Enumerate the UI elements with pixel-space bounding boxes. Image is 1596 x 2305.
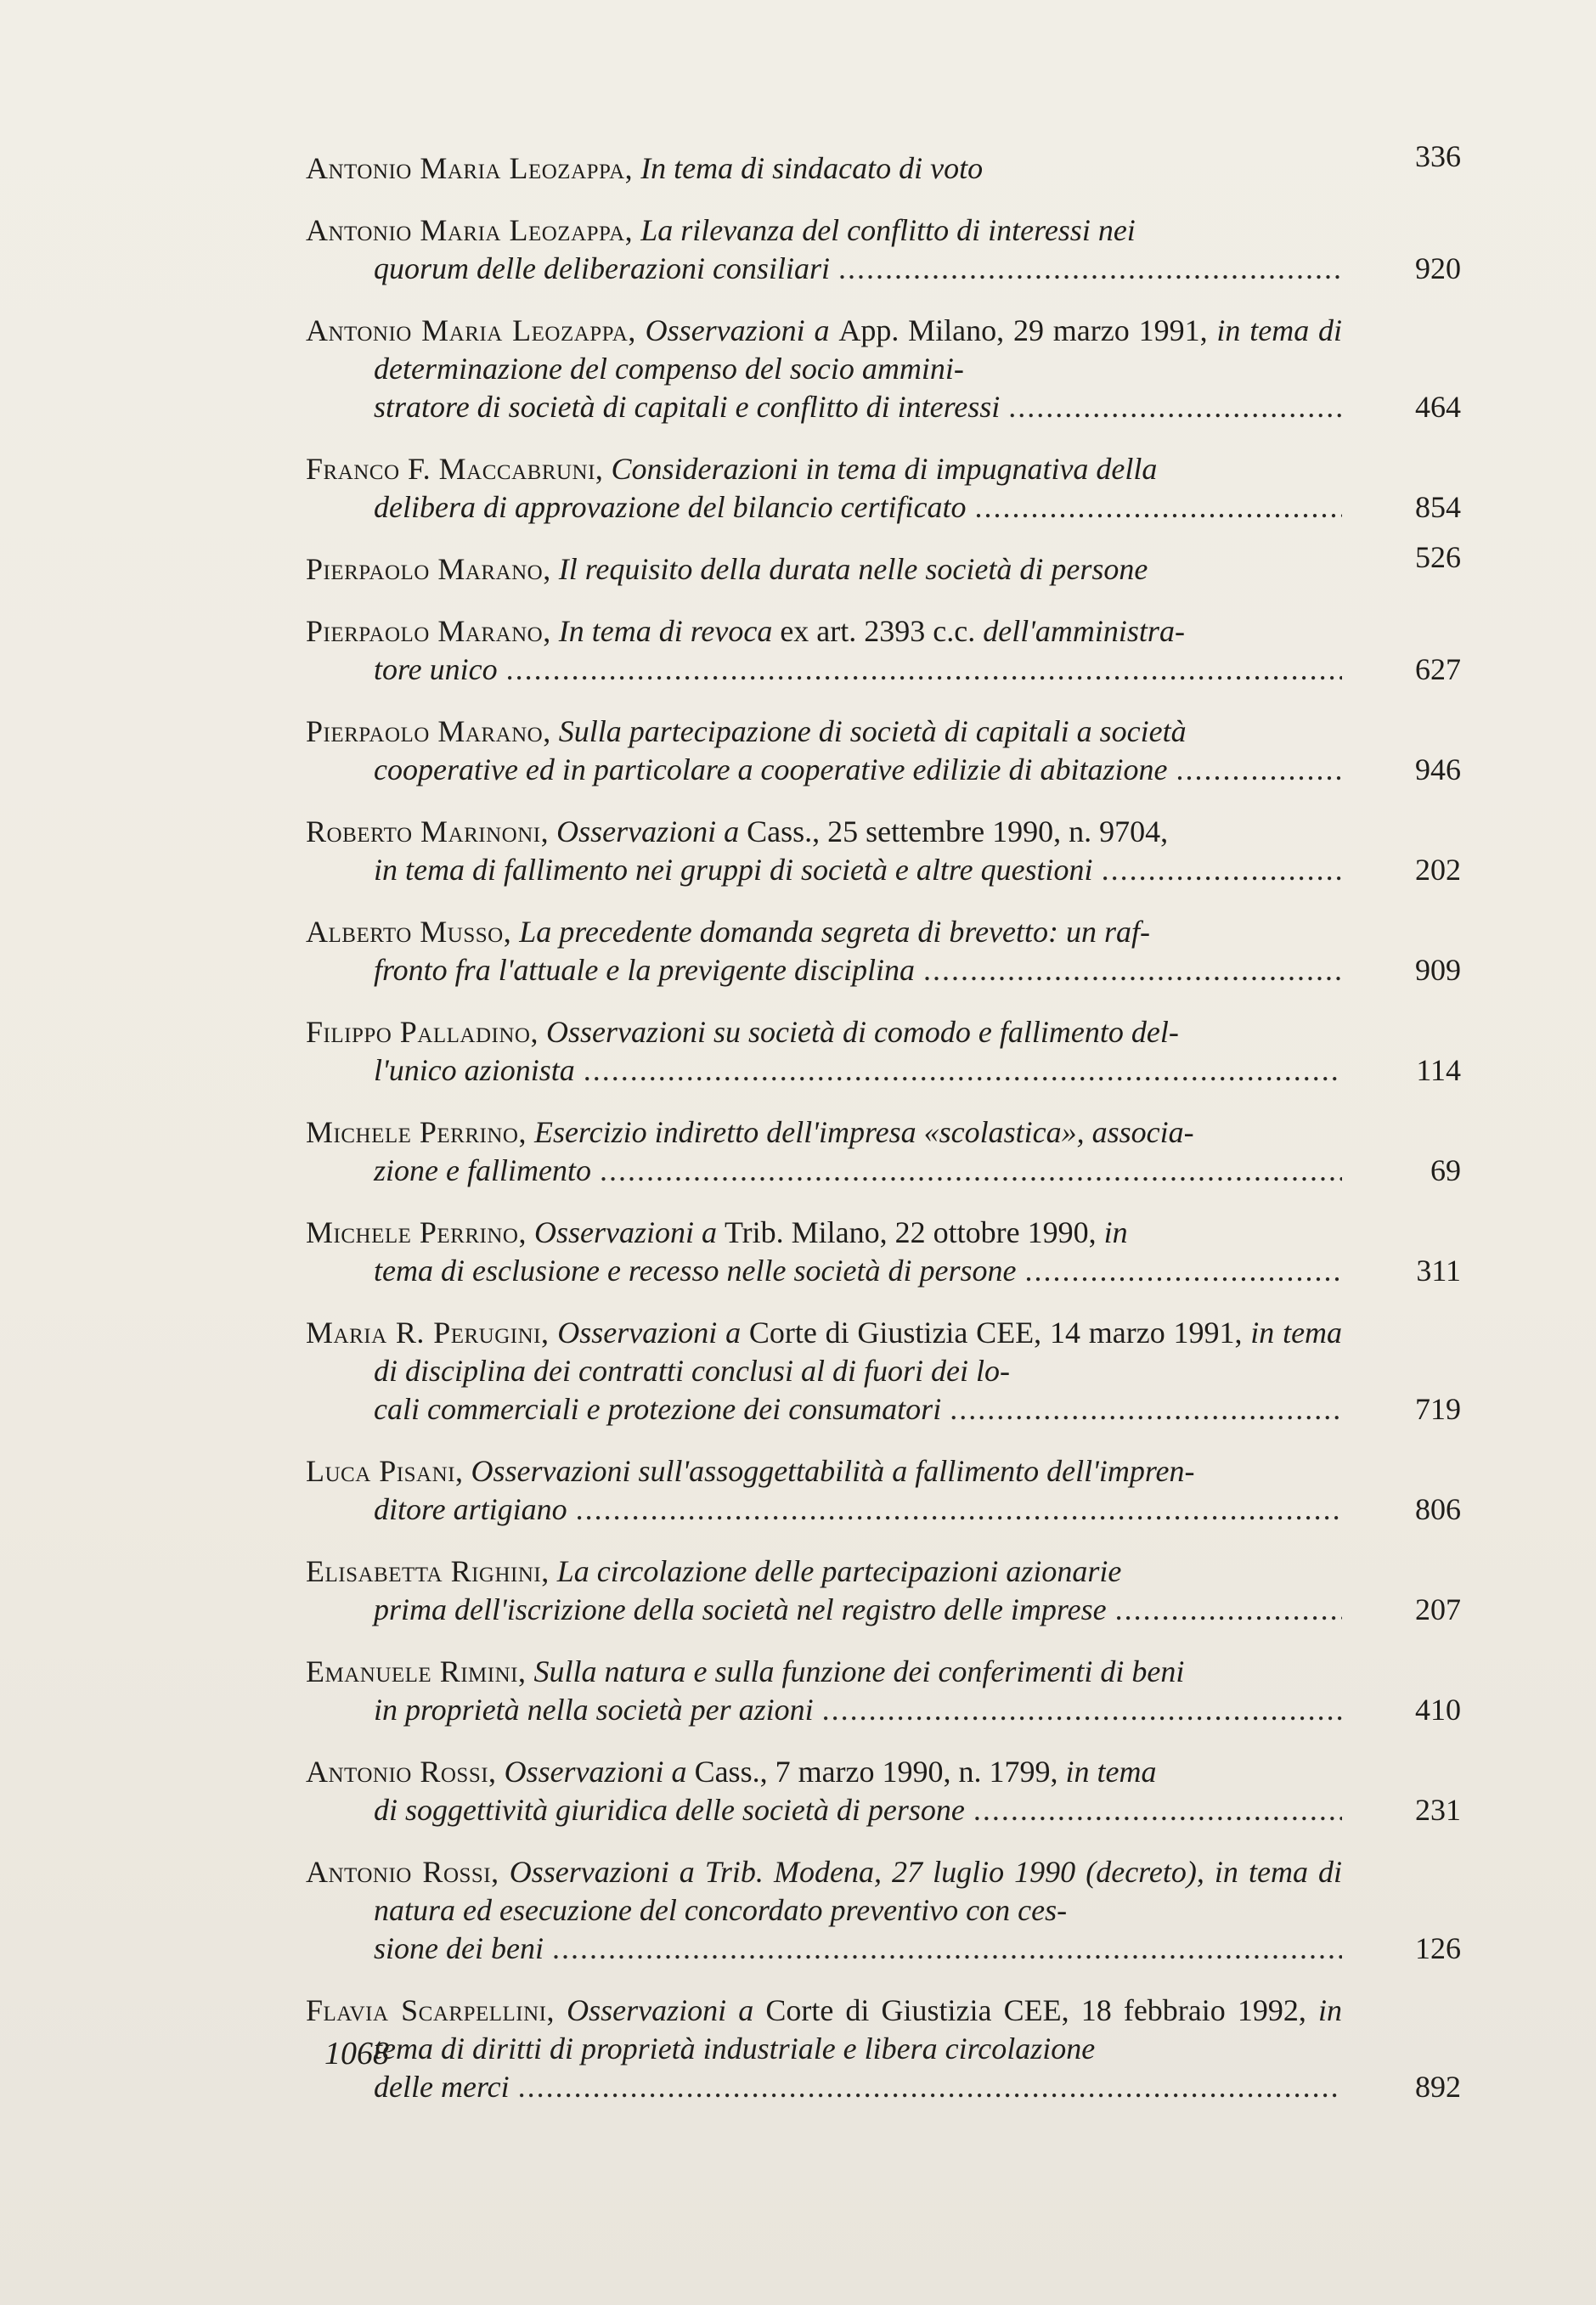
toc-entry-title-tail: di soggettività giuridica delle società di persone (374, 1793, 965, 1827)
toc-entry (306, 450, 1461, 527)
toc-entry-page-number: 231 (1415, 1793, 1461, 1827)
toc-entry-text (306, 1214, 1342, 1252)
toc-entry-author: Maria R. Perugini, (306, 1316, 550, 1350)
toc-entry-page-number: 114 (1416, 1053, 1461, 1087)
toc-entry (306, 1992, 1461, 2106)
toc-entry-title (519, 915, 1150, 949)
toc-entry-author: Flavia Scarpellini, (306, 1993, 555, 2027)
dot-leader (1176, 751, 1342, 789)
toc-entry-page-number: 69 (1430, 1153, 1461, 1187)
toc-entry (306, 1113, 1461, 1190)
toc-entry-text (306, 550, 1342, 589)
toc-entry-title-tail: zione e fallimento (374, 1153, 591, 1187)
dot-leader (1115, 1591, 1342, 1629)
toc-entry-title-segment: Cass., 7 marzo 1990, n. 1799, (694, 1755, 1058, 1789)
dot-leader (923, 951, 1342, 989)
toc-entry-text (306, 149, 1342, 188)
toc-entry-last-line (306, 1051, 1342, 1090)
toc-entry (306, 1314, 1461, 1429)
dot-leader (1102, 851, 1342, 889)
toc-entry-last-line (306, 751, 1342, 789)
toc-entry-author: Antonio Maria Leozappa, (306, 313, 636, 347)
toc-entry-title (556, 814, 1168, 848)
toc-entry-author: Elisabetta Righini, (306, 1554, 550, 1588)
toc-entry-title-segment: La circolazione delle partecipazioni azionarie (556, 1554, 1122, 1588)
toc-entry (306, 713, 1461, 789)
toc-entry-page-number: 892 (1415, 2070, 1461, 2104)
toc-entry (306, 211, 1461, 288)
toc-entry (306, 1452, 1461, 1529)
toc-entry-last-line (306, 1591, 1342, 1629)
toc-entry-title-segment: in tema di determinazione del compenso del socio ammini- (374, 313, 1343, 386)
toc-entry-last-line (306, 2068, 1342, 2106)
toc-entry-author: Franco F. Maccabruni, (306, 452, 604, 486)
toc-entry-page-number: 464 (1415, 390, 1461, 424)
toc-entry-text (306, 1992, 1342, 2068)
toc-entry-title-tail: tore unico (374, 652, 498, 686)
toc-entry-title-segment: Osservazioni a (645, 313, 830, 347)
toc-entry-page-number: 207 (1415, 1592, 1461, 1626)
toc-entry-page-number: 909 (1415, 953, 1461, 987)
toc-entry (306, 1753, 1461, 1829)
toc-entry-title-segment: dell'amministra- (983, 614, 1185, 648)
toc-entry-author: Antonio Rossi, (306, 1855, 499, 1889)
toc-entry-title (559, 614, 1185, 648)
toc-entry-title-segment: Considerazioni in tema di impugnativa della (611, 452, 1158, 486)
toc-entry-author: Antonio Maria Leozappa, (306, 213, 634, 247)
dot-leader (584, 1051, 1342, 1090)
toc-entry (306, 612, 1461, 689)
toc-entry-author: Pierpaolo Marano, (306, 714, 551, 748)
toc-entry-page-number: 946 (1415, 752, 1461, 786)
toc-entry-page-number: 336 (1415, 139, 1461, 173)
toc-entry-text (306, 1853, 1342, 1930)
toc-entry-author: Pierpaolo Marano, (306, 552, 551, 586)
toc-entry-author: Antonio Maria Leozappa, (306, 151, 634, 185)
toc-entry-author: Alberto Musso, (306, 915, 512, 949)
toc-entry-last-line (306, 1152, 1342, 1190)
toc-entry-title-tail: in tema di fallimento nei gruppi di società e altre questioni (374, 853, 1093, 887)
toc-entry-title-segment: Osservazioni a (504, 1755, 687, 1789)
dot-leader (600, 1152, 1342, 1190)
dot-leader (506, 651, 1342, 689)
toc-entry-title-segment: Esercizio indiretto dell'impresa «scolastica», associa- (533, 1115, 1194, 1149)
toc-entry-title (374, 1855, 1342, 1927)
toc-entry-title-segment: Osservazioni a (556, 814, 740, 848)
toc-entry-title-segment: in tema (1065, 1755, 1157, 1789)
toc-entry-title (471, 1454, 1194, 1488)
toc-entry-author: Filippo Palladino, (306, 1015, 539, 1049)
toc-entry-author: Michele Perrino, (306, 1215, 527, 1249)
toc-entry (306, 1214, 1461, 1290)
toc-entry-last-line (306, 851, 1342, 889)
toc-entry-author: Antonio Rossi, (306, 1755, 497, 1789)
toc-entry-title (640, 213, 1136, 247)
toc-entry (306, 139, 1461, 188)
toc-entry-text (306, 312, 1342, 388)
dot-leader (576, 1491, 1342, 1529)
toc-entry-text (306, 713, 1342, 751)
toc-entry-page-number: 920 (1415, 251, 1461, 285)
toc-entry-last-line (306, 250, 1342, 288)
dot-leader (838, 250, 1342, 288)
toc-entry-title-segment: Osservazioni a (567, 1993, 754, 2027)
toc-entry-title (534, 1215, 1128, 1249)
toc-entry-title-segment: In tema di revoca (558, 614, 773, 648)
toc-entry-title-tail: tema di esclusione e recesso nelle società di persone (374, 1254, 1017, 1288)
toc-entry-page-number: 627 (1415, 652, 1461, 686)
toc-entry-text (306, 813, 1342, 851)
toc-entry (306, 913, 1461, 989)
toc-entry-title (559, 714, 1187, 748)
toc-entry-page-number: 202 (1415, 853, 1461, 887)
toc-entry-title-tail: ditore artigiano (374, 1492, 567, 1526)
toc-entry-title-segment: Osservazioni a Trib. Modena, 27 luglio 1990 (decreto), (509, 1855, 1204, 1889)
toc-entry-text (306, 612, 1342, 651)
toc-entry-title-segment: Corte di Giustizia CEE, 14 marzo 1991, (748, 1316, 1243, 1350)
toc-entry-title-tail: delle merci (374, 2070, 510, 2104)
toc-entry-last-line (306, 1930, 1342, 1968)
toc-entry-title-tail: prima dell'iscrizione della società nel registro delle imprese (374, 1592, 1107, 1626)
toc-entry-page-number: 410 (1415, 1693, 1461, 1727)
toc-entry-title-segment: in tema di natura ed esecuzione del concordato preventivo con ces- (374, 1855, 1343, 1927)
toc-entry (306, 540, 1461, 589)
toc-entry-last-line (306, 1390, 1342, 1429)
toc-entry-title-tail: quorum delle deliberazioni consiliari (374, 251, 830, 285)
toc-entry-title-tail: cali commerciali e protezione dei consumatori (374, 1392, 942, 1426)
toc-entry-title-segment: Corte di Giustizia CEE, 18 febbraio 1992, (765, 1993, 1306, 2027)
toc-entry-title-segment: in (1103, 1215, 1128, 1249)
toc-entry-text (306, 1314, 1342, 1390)
toc-entry (306, 1653, 1461, 1729)
dot-leader (1024, 1252, 1342, 1290)
toc-entry-title-tail: fronto fra l'attuale e la previgente disciplina (374, 953, 915, 987)
toc-entry-author: Luca Pisani, (306, 1454, 464, 1488)
toc-entry-title (557, 1554, 1122, 1588)
toc-entry-title (559, 552, 1148, 586)
toc-entry-page-number: 854 (1415, 490, 1461, 524)
toc-entry-title (611, 452, 1157, 486)
toc-entry-title-segment: Osservazioni su società di comodo e fallimento del- (545, 1015, 1179, 1049)
toc-entry-author: Michele Perrino, (306, 1115, 527, 1149)
toc-entry-title-segment: Osservazioni sull'assoggettabilità a fallimento dell'impren- (471, 1454, 1195, 1488)
toc-entry-last-line (306, 1252, 1342, 1290)
toc-entry-title-tail: cooperative ed in particolare a cooperative edilizie di abitazione (374, 752, 1168, 786)
toc-entry-title-tail: in proprietà nella società per azioni (374, 1693, 814, 1727)
toc-entry-last-line (306, 1791, 1342, 1829)
dot-leader (518, 2068, 1342, 2106)
page-number: 1068 (324, 2036, 389, 2071)
table-of-contents (306, 139, 1461, 2130)
toc-entry-last-line (306, 488, 1342, 527)
toc-entry-title-segment: Il requisito della durata nelle società di persone (558, 552, 1148, 586)
dot-leader (822, 1691, 1342, 1729)
dot-leader (973, 1791, 1342, 1829)
toc-entry-last-line (306, 951, 1342, 989)
toc-entry-text (306, 1553, 1342, 1591)
dot-leader (552, 1930, 1342, 1968)
toc-entry-text (306, 211, 1342, 250)
toc-entry-author: Pierpaolo Marano, (306, 614, 551, 648)
toc-entry-page-number: 526 (1415, 540, 1461, 574)
dot-leader (950, 1390, 1342, 1429)
toc-entry-title (505, 1755, 1157, 1789)
toc-entry (306, 813, 1461, 889)
toc-entry-last-line (306, 1491, 1342, 1529)
toc-entry-title-tail: stratore di società di capitali e conflitto di interessi (374, 390, 1001, 424)
toc-entry-title (533, 1654, 1184, 1688)
toc-entry (306, 1013, 1461, 1090)
toc-entry-author: Roberto Marinoni, (306, 814, 550, 848)
toc-entry-page-number: 806 (1415, 1492, 1461, 1526)
toc-entry-title-segment: Trib. Milano, 22 ottobre 1990, (724, 1215, 1097, 1249)
toc-entry-text (306, 1013, 1342, 1051)
toc-entry-title-segment: ex art. 2393 c.c. (780, 614, 976, 648)
toc-entry-text (306, 450, 1342, 488)
toc-entry (306, 1853, 1461, 1968)
toc-entry-title (546, 1015, 1179, 1049)
toc-entry-title-segment: Osservazioni a (533, 1215, 717, 1249)
toc-entry-title-segment: La precedente domanda segreta di brevetto: un raf- (519, 915, 1151, 949)
dot-leader (975, 488, 1342, 527)
toc-entry-page-number: 719 (1415, 1392, 1461, 1426)
toc-entry-title-segment: Osservazioni a (557, 1316, 742, 1350)
toc-entry-title-tail: delibera di approvazione del bilancio certificato (374, 490, 967, 524)
toc-entry-text (306, 1113, 1342, 1152)
dot-leader (1008, 388, 1342, 426)
toc-entry-text (306, 1753, 1342, 1791)
toc-entry-text (306, 913, 1342, 951)
toc-entry-text (306, 1452, 1342, 1491)
toc-entry-author: Emanuele Rimini, (306, 1654, 527, 1688)
toc-entry-title-tail: l'unico azionista (374, 1053, 575, 1087)
toc-entry-last-line (306, 1691, 1342, 1729)
toc-entry-last-line (306, 388, 1342, 426)
toc-entry-title-segment: Sulla partecipazione di società di capitali a società (558, 714, 1187, 748)
toc-entry-title-segment: Cass., 25 settembre 1990, n. 9704, (747, 814, 1169, 848)
toc-entry (306, 1553, 1461, 1629)
toc-entry-text (306, 1653, 1342, 1691)
toc-entry-page-number: 126 (1415, 1931, 1461, 1965)
toc-entry-title-tail: sione dei beni (374, 1931, 544, 1965)
toc-entry-page-number: 311 (1416, 1254, 1461, 1288)
toc-entry-title-segment: Sulla natura e sulla funzione dei conferimenti di beni (533, 1654, 1185, 1688)
toc-entry-last-line (306, 651, 1342, 689)
toc-entry-title-segment: in tema di disciplina dei contratti conclusi al di fuori dei lo- (374, 1316, 1343, 1388)
toc-entry-title-segment: in tema di diritti di proprietà industriale e libera circolazione (374, 1993, 1342, 2065)
toc-entry-title-segment: In tema di sindacato di voto (640, 151, 984, 185)
toc-entry-title-segment: La rilevanza del conflitto di interessi nei (640, 213, 1136, 247)
toc-entry-title (534, 1115, 1194, 1149)
toc-entry-title-segment: App. Milano, 29 marzo 1991, (838, 313, 1208, 347)
toc-entry (306, 312, 1461, 426)
toc-entry-title (640, 151, 983, 185)
